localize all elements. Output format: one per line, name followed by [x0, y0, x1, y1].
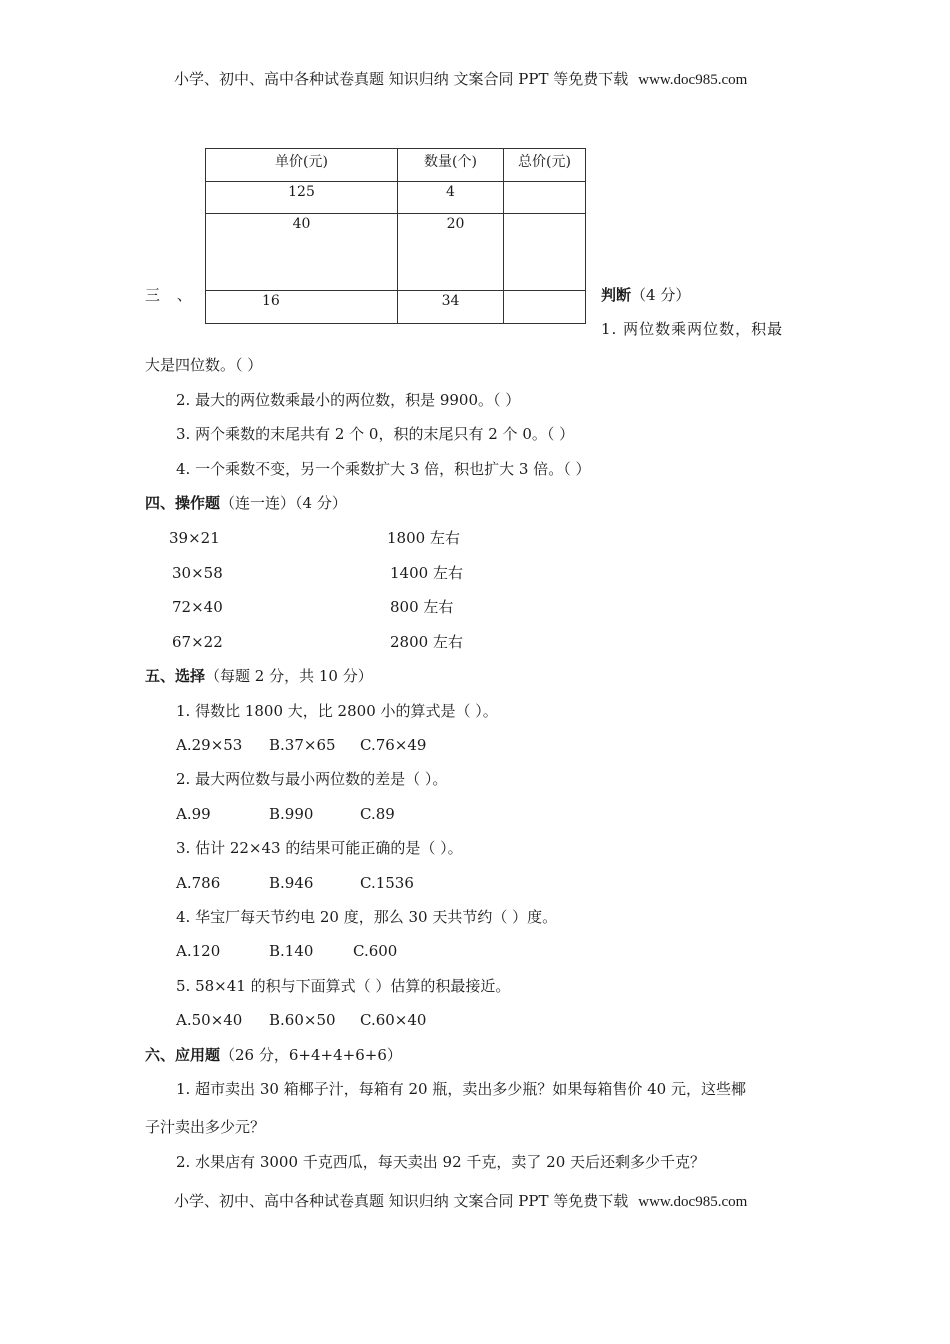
section3-title: 判断: [601, 286, 632, 304]
table-row: [206, 291, 586, 324]
option-c[interactable]: C.89: [360, 805, 395, 823]
page-footer: [174, 1191, 747, 1212]
option-b[interactable]: B.140: [269, 942, 314, 960]
judge-item-3: 3. 两个乘数的末尾共有 2 个 0，积的末尾只有 2 个 0。（ ）: [176, 425, 575, 443]
match-left-2[interactable]: 30×58: [172, 564, 223, 582]
table-cell: 125: [206, 182, 398, 214]
section4-title: 四、操作题: [145, 494, 221, 512]
header-url: www.doc985.com: [638, 72, 748, 88]
section4-subtitle: （连一连）（4 分）: [220, 494, 347, 512]
match-left-3[interactable]: 72×40: [172, 598, 223, 616]
option-a[interactable]: A.120: [176, 942, 221, 960]
match-right-2[interactable]: 1400 左右: [390, 564, 463, 582]
table-cell: 16: [206, 291, 398, 324]
footer-url: www.doc985.com: [638, 1194, 748, 1210]
table-header-cell: 单价(元): [206, 149, 398, 182]
section5-heading: [145, 666, 373, 686]
section6-heading: [145, 1045, 402, 1065]
page-header: [174, 69, 747, 90]
section3-points: （4 分）: [631, 286, 691, 304]
section6-subtitle: （26 分，6+4+4+6+6）: [220, 1046, 402, 1064]
problem-2: 2. 水果店有 3000 千克西瓜，每天卖出 92 千克，卖了 20 天后还剩多少千克？: [176, 1153, 706, 1171]
table-header-cell: 数量(个): [398, 149, 504, 182]
choice-question-3: 3. 估计 22×43 的结果可能正确的是（ ）。: [176, 839, 463, 857]
section6-title: 六、应用题: [145, 1046, 221, 1064]
table-row: [206, 214, 586, 291]
match-right-3[interactable]: 800 左右: [390, 598, 454, 616]
section5-title: 五、选择: [145, 667, 206, 685]
problem-1-line2: 子汁卖出多少元？: [145, 1118, 266, 1136]
table-cell: 34: [398, 291, 504, 324]
match-left-4[interactable]: 67×22: [172, 633, 223, 651]
total-price-cell[interactable]: [504, 182, 586, 214]
option-c[interactable]: C.76×49: [360, 736, 427, 754]
option-b[interactable]: B.990: [269, 805, 314, 823]
choice-question-2: 2. 最大两位数与最小两位数的差是（ ）。: [176, 770, 448, 788]
table-header-cell: 总价(元): [504, 149, 586, 182]
option-c[interactable]: C.1536: [360, 874, 414, 892]
table-row: [206, 182, 586, 214]
option-b[interactable]: B.946: [269, 874, 314, 892]
judge-item-4: 4. 一个乘数不变，另一个乘数扩大 3 倍，积也扩大 3 倍。（ ）: [176, 460, 591, 478]
table-cell: 20: [398, 214, 504, 291]
match-right-4[interactable]: 2800 左右: [390, 633, 463, 651]
total-price-cell[interactable]: [504, 291, 586, 324]
section5-subtitle: （每题 2 分，共 10 分）: [205, 667, 373, 685]
judge-item-2: 2. 最大的两位数乘最小的两位数，积是 9900。（ ）: [176, 391, 521, 409]
option-a[interactable]: A.29×53: [176, 736, 243, 754]
choice-question-4: 4. 华宝厂每天节约电 20 度，那么 30 天共节约（ ）度。: [176, 908, 558, 926]
price-table: [205, 148, 586, 324]
option-a[interactable]: A.99: [176, 805, 211, 823]
match-right-1[interactable]: 1800 左右: [387, 529, 460, 547]
option-b[interactable]: B.60×50: [269, 1011, 336, 1029]
option-c[interactable]: C.600: [353, 942, 398, 960]
option-c[interactable]: C.60×40: [360, 1011, 427, 1029]
header-text: 小学、初中、高中各种试卷真题 知识归纳 文案合同 PPT 等免费下载: [174, 70, 629, 88]
total-price-cell[interactable]: [504, 214, 586, 291]
section3-number: 三 、: [145, 286, 198, 304]
option-a[interactable]: A.786: [176, 874, 221, 892]
option-a[interactable]: A.50×40: [176, 1011, 243, 1029]
section3-heading: [601, 285, 690, 305]
table-cell: 4: [398, 182, 504, 214]
footer-text: 小学、初中、高中各种试卷真题 知识归纳 文案合同 PPT 等免费下载: [174, 1192, 629, 1210]
judge-item-1-line2: 大是四位数。（ ）: [145, 356, 263, 374]
table-header-row: [206, 149, 586, 182]
problem-1-line1: 1. 超市卖出 30 箱椰子汁，每箱有 20 瓶，卖出多少瓶？如果每箱售价 40 元，这些椰: [176, 1080, 746, 1098]
table-cell: 40: [206, 214, 398, 291]
choice-question-5: 5. 58×41 的积与下面算式（ ）估算的积最接近。: [176, 977, 511, 995]
option-b[interactable]: B.37×65: [269, 736, 336, 754]
judge-item-1-line1: 1. 两位数乘两位数，积最: [601, 320, 784, 338]
match-left-1[interactable]: 39×21: [169, 529, 220, 547]
section4-heading: [145, 493, 347, 513]
choice-question-1: 1. 得数比 1800 大，比 2800 小的算式是（ ）。: [176, 702, 498, 720]
